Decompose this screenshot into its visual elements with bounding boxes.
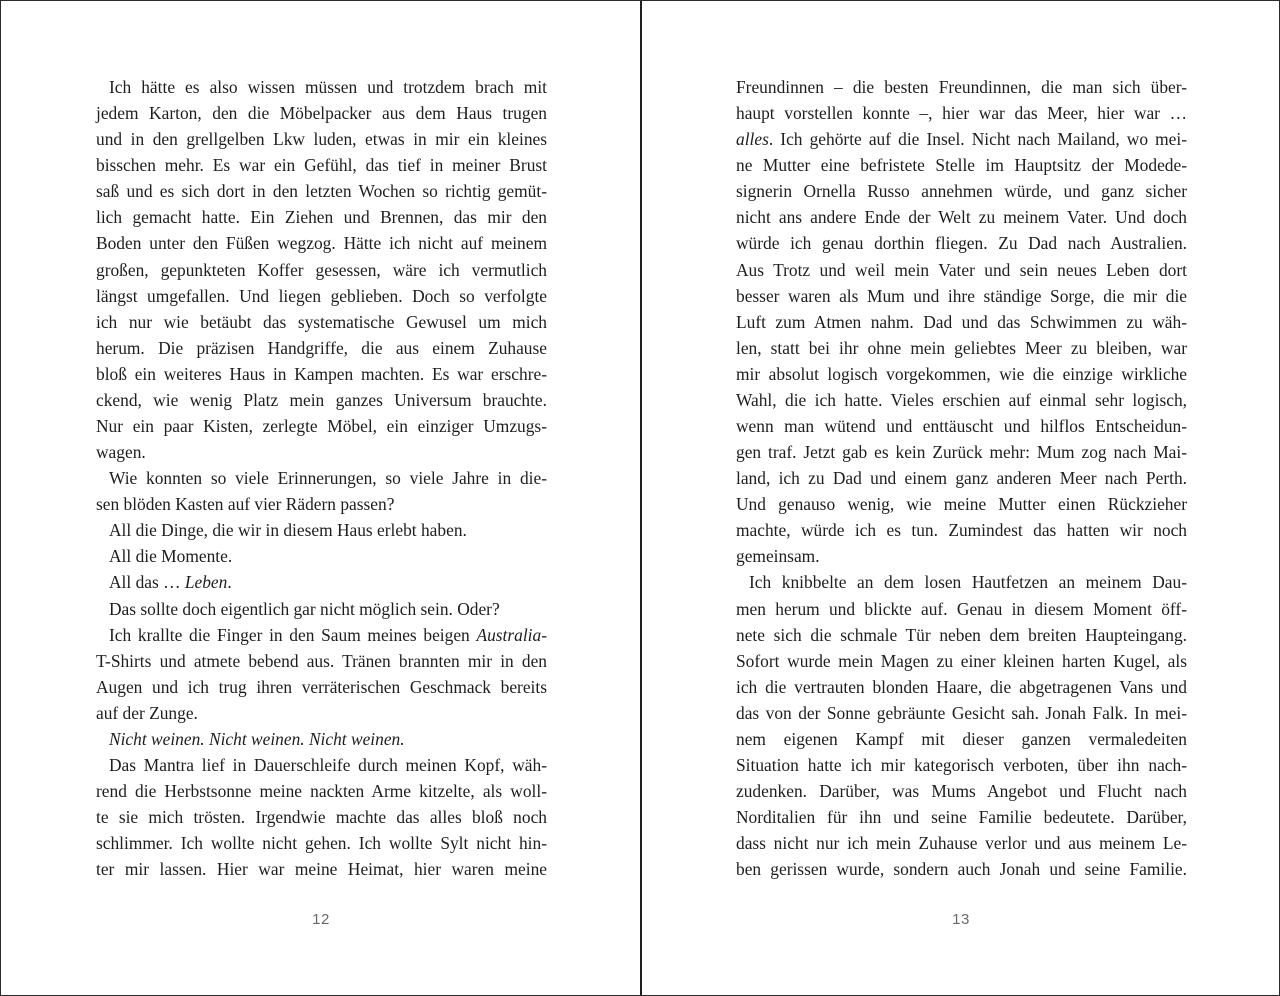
line-text: haupt vorstellen konnte –, hier war das Meer, hier war …: [736, 103, 1187, 124]
text-line: [96, 622, 547, 648]
line-text: ich nur wie betäubt das systematische Gewusel um mich: [96, 311, 547, 332]
line-text: men herum und blickte auf. Genau in diesem Moment öff-: [736, 598, 1187, 619]
line-text: Und genauso wenig, wie meine Mutter einen Rückzieher: [736, 494, 1187, 515]
text-line: [96, 517, 547, 543]
left-page: [1, 1, 639, 995]
line-text: Aus Trotz und weil mein Vater und sein neues Leben dort: [736, 259, 1187, 280]
text-line: [736, 100, 1187, 126]
text-line: [96, 674, 547, 700]
line-text: nete sich die schmale Tür neben dem breiten Haupteingang.: [736, 624, 1187, 645]
line-text: Norditalien für ihn und seine Familie bedeutete. Darüber,: [736, 807, 1187, 828]
line-text: Luft zum Atmen nahm. Dad und das Schwimmen zu wäh-: [736, 311, 1187, 332]
text-line: [96, 752, 547, 778]
line-text: Freundinnen – die besten Freundinnen, die man sich über-: [736, 77, 1187, 97]
text-line: [96, 439, 547, 465]
line-text: das von der Sonne gebräunte Gesicht sah. Jonah Falk. In mei-: [736, 702, 1187, 723]
text-line: [96, 569, 547, 595]
text-line: [736, 752, 1187, 778]
line-text: All die Dinge, die wir in diesem Haus erlebt haben.: [109, 520, 467, 541]
line-text: nem eigenen Kampf mit dieser ganzen vermaledeiten: [736, 728, 1187, 749]
line-text: großen, gepunkteten Koffer gesessen, wäre ich vermutlich: [96, 259, 547, 280]
text-line: [96, 387, 547, 413]
text-line: [736, 648, 1187, 674]
right-page-number: 13: [952, 911, 970, 928]
text-line: [736, 283, 1187, 309]
line-text-after: . Ich gehörte auf die Insel. Nicht nach Mailand, wo mei-: [768, 129, 1187, 150]
text-line: [96, 257, 547, 283]
text-line: [736, 439, 1187, 465]
left-page-text: [96, 74, 547, 882]
line-text: Ich krallte die Finger in den Saum meines beigen: [109, 624, 477, 645]
text-line: [736, 74, 1187, 100]
line-text: te sie mich trösten. Irgendwie machte das alles bloß noch: [96, 807, 547, 828]
text-line: [96, 309, 547, 335]
text-line: [736, 491, 1187, 517]
line-text: längst umgefallen. Und liegen geblieben. Doch so verfolgte: [96, 285, 547, 306]
line-text: ter mir lassen. Hier war meine Heimat, hier waren meine: [96, 859, 547, 880]
line-text: T-Shirts und atmete bebend aus. Tränen brannten mir in den: [96, 650, 547, 671]
line-text: und in den grellgelben Lkw luden, etwas in mir ein kleines: [96, 129, 547, 150]
text-line: [736, 257, 1187, 283]
line-text: ckend, wie wenig Platz mein ganzes Universum brauchte.: [96, 389, 547, 410]
right-page: [642, 1, 1280, 995]
line-text: würde ich genau dorthin fliegen. Zu Dad nach Australien.: [736, 233, 1187, 254]
text-line: [96, 178, 547, 204]
text-line: [736, 126, 1187, 152]
text-line: [736, 465, 1187, 491]
line-text: Das Mantra lief in Dauerschleife durch meinen Kopf, wäh-: [109, 755, 547, 776]
line-text: Nur ein paar Kisten, zerlegte Möbel, ein einziger Umzugs-: [96, 416, 547, 437]
line-text: sen blöden Kasten auf vier Rädern passen?: [96, 494, 395, 515]
right-page-text: [736, 74, 1187, 882]
line-text-after: .: [227, 572, 232, 593]
text-line: [736, 230, 1187, 256]
line-text: nicht ans andere Ende der Welt zu meinem Vater. Und doch: [736, 207, 1187, 228]
line-text: Ich knibbelte an dem losen Hautfetzen an meinem Dau-: [749, 572, 1187, 593]
text-line: [736, 387, 1187, 413]
text-line: [736, 517, 1187, 543]
text-line: [736, 778, 1187, 804]
text-line: [96, 700, 547, 726]
line-text: zudenken. Darüber, was Mums Angebot und Flucht nach: [736, 781, 1187, 802]
text-line: [736, 204, 1187, 230]
text-line: [736, 152, 1187, 178]
text-line: [736, 674, 1187, 700]
line-text: bisschen mehr. Es war ein Gefühl, das tief in meiner Brust: [96, 155, 547, 176]
text-line: [96, 543, 547, 569]
line-text: signerin Ornella Russo annehmen würde, und ganz sicher: [736, 181, 1187, 202]
text-line: [736, 804, 1187, 830]
line-emphasis: alles: [736, 129, 769, 150]
line-emphasis: Nicht weinen. Nicht weinen. Nicht weinen.: [109, 728, 405, 749]
line-text-after: -: [541, 624, 547, 645]
line-text: Wie konnten so viele Erinnerungen, so viele Jahre in die-: [109, 468, 547, 489]
text-line: [96, 204, 547, 230]
line-text: schlimmer. Ich wollte nicht gehen. Ich wollte Sylt nicht hin-: [96, 833, 547, 854]
text-line: [736, 543, 1187, 569]
line-text: mir absolut logisch vorgekommen, wie die einzige wirkliche: [736, 363, 1187, 384]
line-text: dass nicht nur ich mein Zuhause verlor und aus meinem Le-: [736, 833, 1187, 854]
text-line: [736, 856, 1187, 882]
text-line: [96, 596, 547, 622]
text-line: [736, 726, 1187, 752]
line-text: ich die vertrauten blonden Haare, die abgetragenen Vans und: [736, 676, 1187, 697]
line-text: bloß ein weiteres Haus in Kampen machten. Es war erschre-: [96, 363, 547, 384]
line-text: ben gerissen wurde, sondern auch Jonah und seine Familie.: [736, 859, 1187, 880]
text-line: [96, 778, 547, 804]
line-text: Boden unter den Füßen wegzog. Hätte ich nicht auf meinem: [96, 233, 547, 254]
line-text: saß und es sich dort in den letzten Wochen so richtig gemüt-: [96, 181, 547, 202]
text-line: [96, 283, 547, 309]
left-page-number: 12: [312, 911, 330, 928]
line-text: len, statt bei ihr ohne mein geliebtes Meer zu bleiben, war: [736, 337, 1187, 358]
line-text: land, ich zu Dad und einem ganz anderen Meer nach Perth.: [736, 468, 1187, 489]
line-text: wagen.: [96, 442, 146, 463]
text-line: [96, 648, 547, 674]
text-line: [96, 465, 547, 491]
line-text: ne Mutter eine befristete Stelle im Hauptsitz der Modede-: [736, 155, 1187, 176]
text-line: [736, 361, 1187, 387]
line-text: Augen und ich trug ihren verräterischen Geschmack bereits: [96, 676, 547, 697]
text-line: [736, 569, 1187, 595]
line-text: rend die Herbstsonne meine nackten Arme kitzelte, als woll-: [96, 781, 547, 802]
line-text: gen traf. Jetzt gab es kein Zurück mehr: Mum zog nach Mai-: [736, 442, 1187, 463]
text-line: [96, 856, 547, 882]
line-text: Wahl, die ich hatte. Vieles erschien auf einmal sehr logisch,: [736, 389, 1187, 410]
text-line: [96, 830, 547, 856]
line-text: Situation hatte ich mir kategorisch verboten, über ihn nach-: [736, 755, 1187, 776]
line-text: Das sollte doch eigentlich gar nicht möglich sein. Oder?: [109, 598, 500, 619]
text-line: [96, 335, 547, 361]
text-line: [736, 309, 1187, 335]
text-line: [96, 491, 547, 517]
text-line: [96, 230, 547, 256]
text-line: [96, 74, 547, 100]
line-text: machte, würde ich es tun. Zumindest das hatten wir noch: [736, 520, 1187, 541]
text-line: [736, 596, 1187, 622]
line-text: gemeinsam.: [736, 546, 820, 567]
text-line: [96, 361, 547, 387]
line-text: auf der Zunge.: [96, 702, 198, 723]
text-line: [96, 100, 547, 126]
text-line: [736, 830, 1187, 856]
text-line: [96, 804, 547, 830]
line-text: Ich hätte es also wissen müssen und trotzdem brach mit: [109, 77, 547, 97]
line-emphasis: Australia: [476, 624, 542, 645]
text-line: [736, 413, 1187, 439]
line-text: Sofort wurde mein Magen zu einer kleinen harten Kugel, als: [736, 650, 1187, 671]
text-line: [96, 413, 547, 439]
line-text: jedem Karton, den die Möbelpacker aus dem Haus trugen: [96, 103, 547, 124]
line-text: All die Momente.: [109, 546, 233, 567]
text-line: [736, 622, 1187, 648]
text-line: [96, 126, 547, 152]
line-text: herum. Die präzisen Handgriffe, die aus einem Zuhause: [96, 337, 547, 358]
text-line: [96, 726, 547, 752]
line-text: lich gemacht hatte. Ein Ziehen und Brennen, das mir den: [96, 207, 547, 228]
text-line: [96, 152, 547, 178]
text-line: [736, 335, 1187, 361]
line-text: wenn man wütend und enttäuscht und hilflos Entscheidun-: [736, 416, 1187, 437]
line-text: besser waren als Mum und ihre ständige Sorge, die mir die: [736, 285, 1187, 306]
text-line: [736, 178, 1187, 204]
text-line: [736, 700, 1187, 726]
line-text: All das …: [109, 572, 185, 593]
line-emphasis: Leben: [184, 572, 228, 593]
